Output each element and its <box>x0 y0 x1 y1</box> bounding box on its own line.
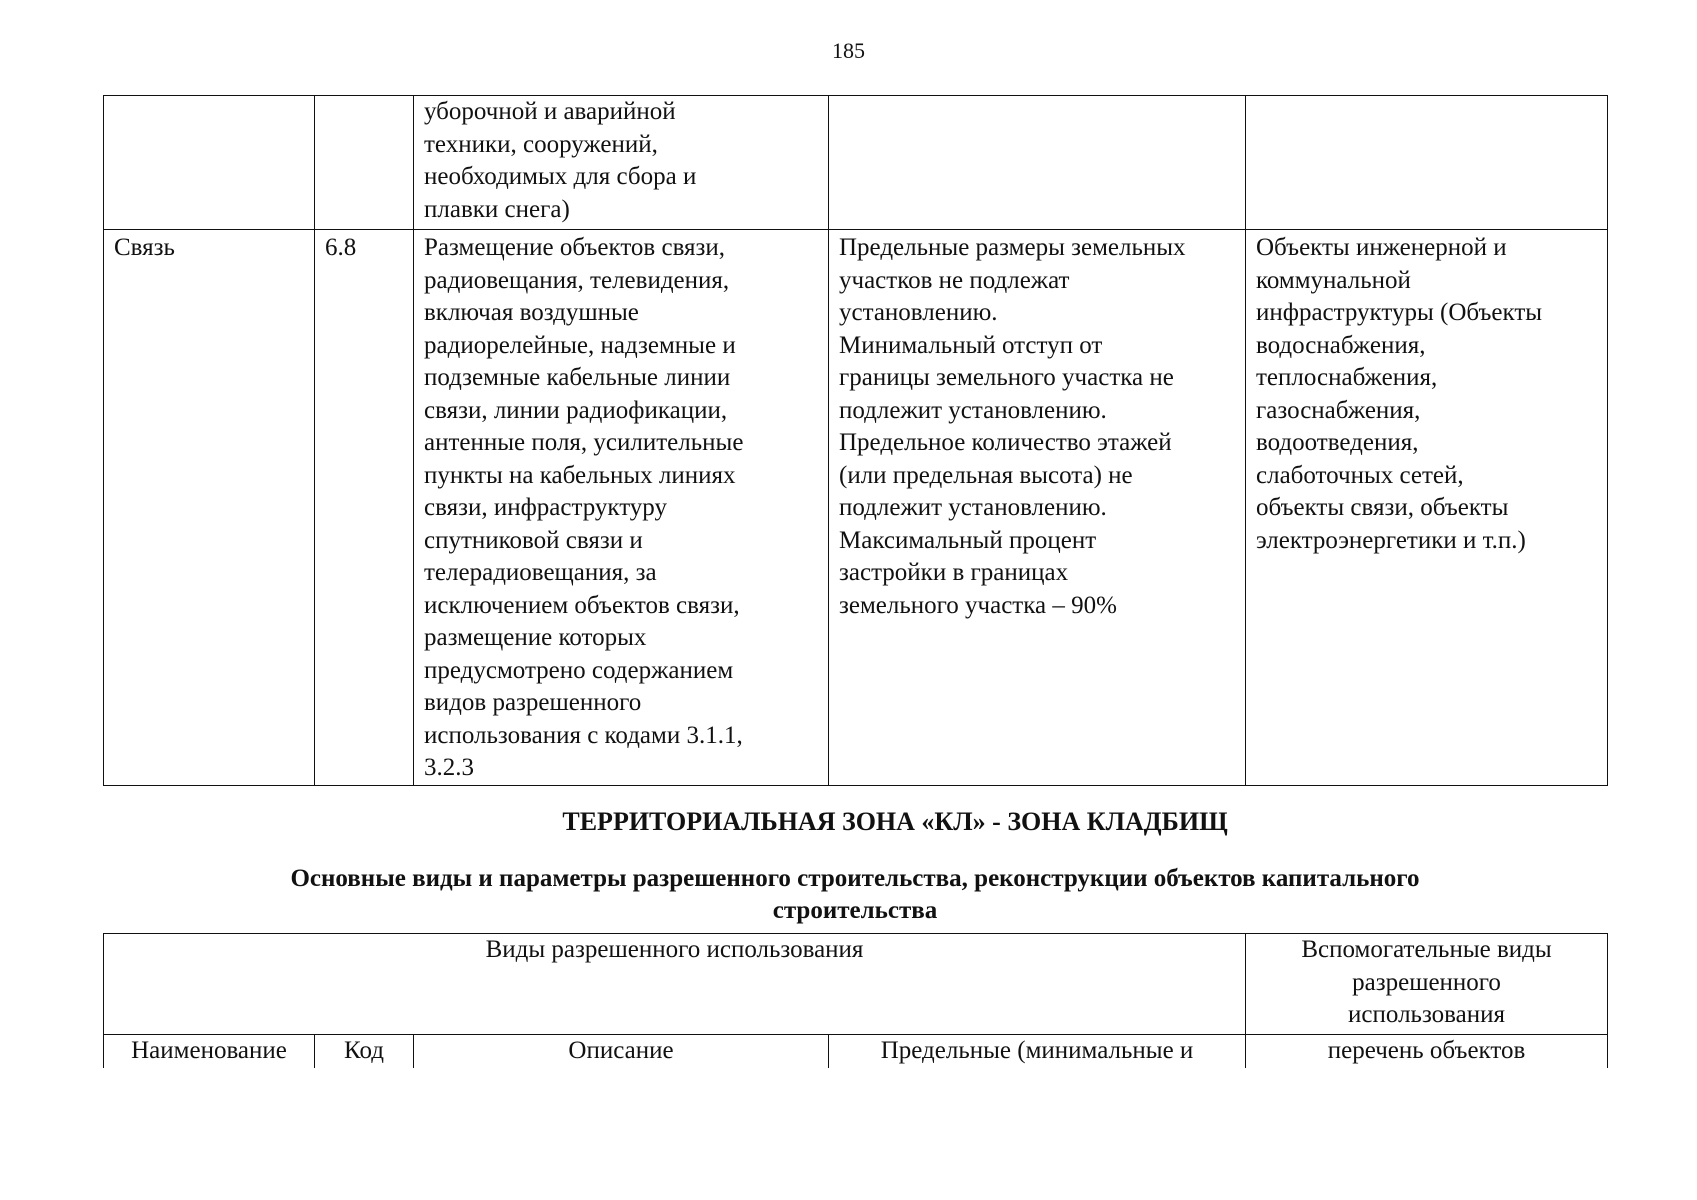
table-header-row <box>104 934 1608 1035</box>
header-auxiliary-types: Вспомогательные виды разрешенного использования <box>1246 934 1608 1035</box>
column-header-parameters: Предельные (минимальные и <box>829 1035 1246 1068</box>
zone-title: ТЕРРИТОРИАЛЬНАЯ ЗОНА «КЛ» - ЗОНА КЛАДБИЩ <box>562 807 1228 836</box>
column-header-name: Наименование <box>104 1035 315 1068</box>
cell-name <box>104 96 315 230</box>
table-row <box>104 96 1608 230</box>
column-header-description: Описание <box>414 1035 829 1068</box>
cell-auxiliary <box>1246 96 1608 230</box>
cell-parameters: Предельные размеры земельных участков не подлежат установлению. Минимальный отступ от границы земельного участка не подлежит установлению. Предельное количество этажей (или предельная высота) не подлежит установлению. Максимальный процент застройки в границах земельного участка – 90% <box>829 230 1246 786</box>
land-use-table-continued <box>103 95 1608 786</box>
cell-code <box>315 96 414 230</box>
column-header-code: Код <box>315 1035 414 1068</box>
table-row <box>104 230 1608 786</box>
page-number: 185 <box>832 38 865 63</box>
column-header-object-list: перечень объектов <box>1246 1035 1608 1068</box>
header-land-use-types: Виды разрешенного использования <box>104 934 1246 1035</box>
cell-code: 6.8 <box>315 230 414 786</box>
land-use-table-header <box>103 933 1608 1068</box>
cell-auxiliary: Объекты инженерной и коммунальной инфраструктуры (Объекты водоснабжения, теплоснабжения, газоснабжения, водоотведения, слаботочных сетей, объекты связи, объекты электроэнергетики и т.п.) <box>1246 230 1608 786</box>
section-subtitle: Основные виды и параметры разрешенного строительства, реконструкции объектов капитального строительства <box>290 865 1420 924</box>
cell-name: Связь <box>104 230 315 786</box>
table-column-headers <box>104 1035 1608 1068</box>
cell-description: Размещение объектов связи, радиовещания, телевидения, включая воздушные радиорелейные, надземные и подземные кабельные линии связи, линии радиофикации, антенные поля, усилительные пункты на кабельных линиях связи, инфраструктуру спутниковой связи и телерадиовещания, за исключением объектов связи, размещение которых предусмотрено содержанием видов разрешенного использования с кодами 3.1.1, 3.2.3 <box>414 230 829 786</box>
cell-description: уборочной и аварийной техники, сооружений, необходимых для сбора и плавки снега) <box>414 96 829 230</box>
cell-parameters <box>829 96 1246 230</box>
